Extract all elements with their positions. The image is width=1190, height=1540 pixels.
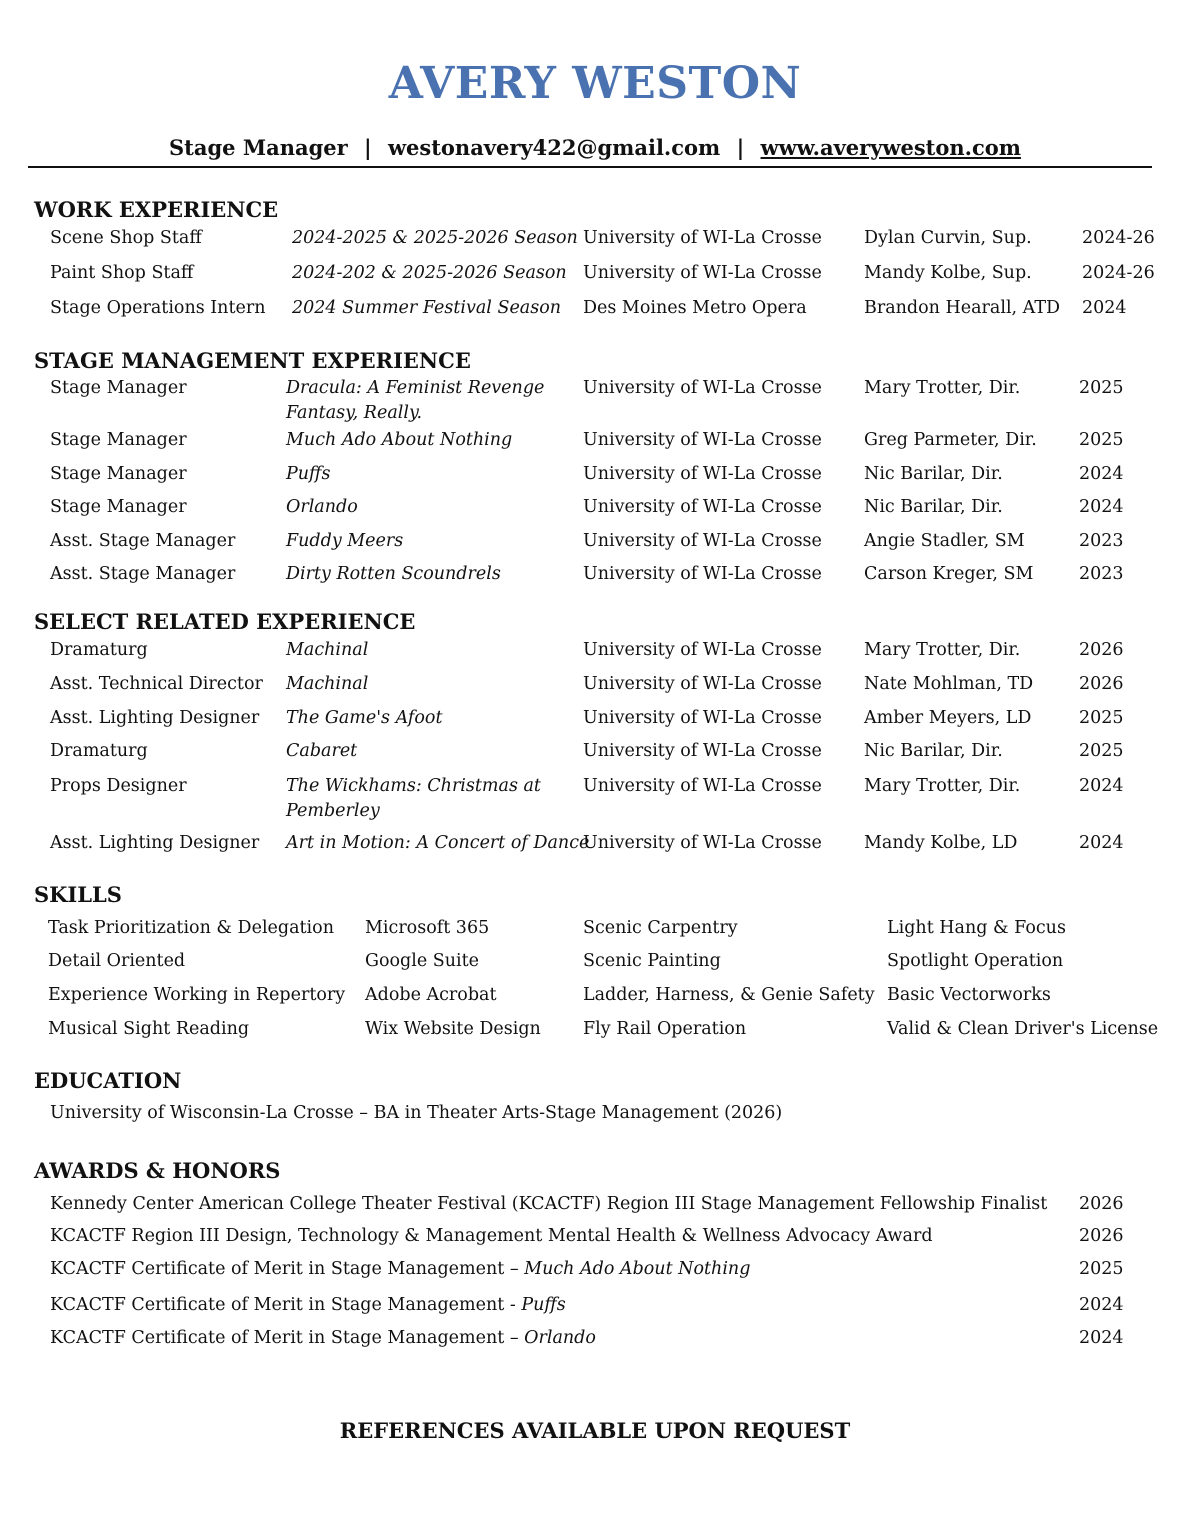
related-production: Machinal (286, 674, 369, 694)
website-link[interactable]: www.averyweston.com (760, 135, 1021, 160)
related-org: University of WI-La Crosse (583, 708, 822, 728)
award-entry (50, 1293, 566, 1318)
skill-item: Ladder, Harness, & Genie Safety (583, 985, 875, 1005)
related-year: 2025 (1079, 708, 1124, 728)
related-contact: Nic Barilar, Dir. (864, 741, 1003, 761)
award-year: 2026 (1079, 1194, 1124, 1214)
sm-year: 2025 (1079, 378, 1124, 398)
education-row (0, 1101, 1190, 1127)
sm-year: 2023 (1079, 564, 1124, 584)
sm-row (0, 462, 1190, 488)
award-entry (50, 1326, 596, 1351)
skill-item: Spotlight Operation (887, 951, 1064, 971)
skill-item: Light Hang & Focus (887, 918, 1066, 938)
skill-item: Scenic Carpentry (583, 918, 738, 938)
skill-item: Microsoft 365 (365, 918, 490, 938)
skill-item: Task Prioritization & Delegation (48, 918, 334, 938)
work-row (0, 261, 1190, 287)
sm-row (0, 376, 1190, 423)
skill-item: Fly Rail Operation (583, 1019, 747, 1039)
sm-contact: Mary Trotter, Dir. (864, 378, 1021, 398)
skills-row (0, 1017, 1190, 1043)
sm-contact: Carson Kreger, SM (864, 564, 1034, 584)
related-row (0, 774, 1190, 821)
related-production: Machinal (286, 640, 369, 660)
sm-row (0, 529, 1190, 555)
sm-contact: Greg Parmeter, Dir. (864, 430, 1037, 450)
skill-item: Experience Working in Repertory (48, 985, 346, 1005)
award-entry (50, 1224, 933, 1249)
sm-contact: Nic Barilar, Dir. (864, 464, 1003, 484)
related-org: University of WI-La Crosse (583, 833, 822, 853)
award-year: 2025 (1079, 1259, 1124, 1279)
work-org: Des Moines Metro Opera (583, 298, 807, 318)
related-year: 2025 (1079, 741, 1124, 761)
related-role: Props Designer (50, 776, 187, 796)
award-year: 2024 (1079, 1328, 1124, 1348)
sm-production: Orlando (286, 497, 358, 517)
award-entry (50, 1257, 750, 1282)
work-year: 2024 (1082, 298, 1127, 318)
work-contact: Dylan Curvin, Sup. (864, 228, 1032, 248)
sm-org: University of WI-La Crosse (583, 497, 822, 517)
work-year: 2024-26 (1082, 263, 1155, 283)
skills-row (0, 916, 1190, 942)
skill-item: Scenic Painting (583, 951, 721, 971)
related-org: University of WI-La Crosse (583, 741, 822, 761)
skills-row (0, 983, 1190, 1009)
award-row (0, 1224, 1190, 1250)
separator: | (364, 135, 372, 160)
sm-production: Dracula: A Feminist Revenge Fantasy, Really. (286, 378, 545, 423)
sm-production: Puffs (286, 464, 331, 484)
sm-year: 2025 (1079, 430, 1124, 450)
related-production: The Wickhams: Christmas at Pemberley (286, 776, 541, 821)
sm-year: 2024 (1079, 497, 1124, 517)
work-production: 2024-202 & 2025-2026 Season (292, 263, 567, 283)
skill-item: Google Suite (365, 951, 480, 971)
related-year: 2024 (1079, 776, 1124, 796)
sm-contact: Nic Barilar, Dir. (864, 497, 1003, 517)
award-year: 2026 (1079, 1226, 1124, 1246)
related-role: Dramaturg (50, 741, 148, 761)
sm-production: Much Ado About Nothing (286, 430, 513, 450)
work-row (0, 226, 1190, 252)
related-production: The Game's Afoot (286, 708, 443, 728)
sm-role: Stage Manager (50, 430, 187, 450)
work-production: 2024 Summer Festival Season (292, 298, 562, 318)
sm-row (0, 428, 1190, 454)
sm-role: Stage Manager (50, 378, 187, 398)
sm-role: Asst. Stage Manager (50, 564, 236, 584)
award-year: 2024 (1079, 1295, 1124, 1315)
resume-name: AVERY WESTON (388, 58, 802, 109)
work-role: Scene Shop Staff (50, 228, 202, 248)
related-row (0, 638, 1190, 664)
award-row (0, 1257, 1190, 1283)
related-production: Art in Motion: A Concert of Dance (286, 833, 590, 853)
section-title-related: SELECT RELATED EXPERIENCE (34, 609, 416, 634)
sm-org: University of WI-La Crosse (583, 378, 822, 398)
related-contact: Mary Trotter, Dir. (864, 640, 1021, 660)
related-contact: Mandy Kolbe, LD (864, 833, 1018, 853)
related-org: University of WI-La Crosse (583, 640, 822, 660)
award-production: Puffs (521, 1295, 566, 1315)
references-note: REFERENCES AVAILABLE UPON REQUEST (339, 1418, 851, 1443)
work-row (0, 296, 1190, 322)
skill-item: Basic Vectorworks (887, 985, 1051, 1005)
skills-row (0, 949, 1190, 975)
sm-role: Asst. Stage Manager (50, 531, 236, 551)
education-entry: University of Wisconsin-La Crosse – BA in Theater Arts-Stage Management (2026) (50, 1103, 783, 1123)
related-year: 2026 (1079, 674, 1124, 694)
related-row (0, 739, 1190, 765)
related-contact: Amber Meyers, LD (864, 708, 1032, 728)
award-text: KCACTF Certificate of Merit in Stage Management – (50, 1328, 525, 1348)
award-row (0, 1192, 1190, 1218)
related-role: Asst. Lighting Designer (50, 833, 260, 853)
sm-org: University of WI-La Crosse (583, 564, 822, 584)
award-text: KCACTF Region III Design, Technology & Management Mental Health & Wellness Advocacy Award (50, 1226, 933, 1246)
related-year: 2026 (1079, 640, 1124, 660)
section-title-education: EDUCATION (34, 1068, 182, 1093)
sm-org: University of WI-La Crosse (583, 464, 822, 484)
skill-item: Musical Sight Reading (48, 1019, 250, 1039)
section-title-work: WORK EXPERIENCE (34, 197, 279, 222)
award-row (0, 1293, 1190, 1319)
work-org: University of WI-La Crosse (583, 263, 822, 283)
related-row (0, 706, 1190, 732)
related-contact: Nate Mohlman, TD (864, 674, 1034, 694)
skill-item: Detail Oriented (48, 951, 186, 971)
related-row (0, 672, 1190, 698)
work-role: Paint Shop Staff (50, 263, 194, 283)
skill-item: Wix Website Design (365, 1019, 541, 1039)
related-role: Asst. Technical Director (50, 674, 263, 694)
skill-item: Adobe Acrobat (365, 985, 497, 1005)
award-text: KCACTF Certificate of Merit in Stage Management - (50, 1295, 522, 1315)
section-title-awards: AWARDS & HONORS (34, 1158, 281, 1183)
work-role: Stage Operations Intern (50, 298, 266, 318)
related-year: 2024 (1079, 833, 1124, 853)
sm-production: Fuddy Meers (286, 531, 404, 551)
section-title-stage-management: STAGE MANAGEMENT EXPERIENCE (34, 348, 471, 373)
work-org: University of WI-La Crosse (583, 228, 822, 248)
sm-role: Stage Manager (50, 464, 187, 484)
award-entry (50, 1192, 1047, 1217)
related-org: University of WI-La Crosse (583, 776, 822, 796)
sm-row (0, 562, 1190, 588)
header-divider (28, 166, 1152, 168)
work-contact: Mandy Kolbe, Sup. (864, 263, 1032, 283)
separator: | (736, 135, 745, 160)
related-org: University of WI-La Crosse (583, 674, 822, 694)
related-row (0, 831, 1190, 857)
related-contact: Mary Trotter, Dir. (864, 776, 1021, 796)
contact-line (0, 135, 1190, 160)
sm-org: University of WI-La Crosse (583, 430, 822, 450)
sm-year: 2023 (1079, 531, 1124, 551)
related-role: Dramaturg (50, 640, 148, 660)
sm-production: Dirty Rotten Scoundrels (286, 564, 501, 584)
email-address[interactable]: westonavery422@gmail.com (387, 135, 721, 160)
work-year: 2024-26 (1082, 228, 1155, 248)
section-title-skills: SKILLS (34, 882, 122, 907)
sm-year: 2024 (1079, 464, 1124, 484)
sm-role: Stage Manager (50, 497, 187, 517)
work-contact: Brandon Hearall, ATD (864, 298, 1061, 318)
award-row (0, 1326, 1190, 1352)
award-text: KCACTF Certificate of Merit in Stage Management – (50, 1259, 525, 1279)
sm-contact: Angie Stadler, SM (864, 531, 1025, 551)
related-role: Asst. Lighting Designer (50, 708, 260, 728)
award-production: Orlando (524, 1328, 596, 1348)
work-production: 2024-2025 & 2025-2026 Season (292, 228, 578, 248)
related-production: Cabaret (286, 741, 358, 761)
sm-row (0, 495, 1190, 521)
skill-item: Valid & Clean Driver's License (887, 1019, 1159, 1039)
award-production: Much Ado About Nothing (524, 1259, 751, 1279)
award-text: Kennedy Center American College Theater Festival (KCACTF) Region III Stage Management Fellowship Finalist (50, 1194, 1048, 1214)
role-title: Stage Manager (169, 135, 348, 160)
sm-org: University of WI-La Crosse (583, 531, 822, 551)
